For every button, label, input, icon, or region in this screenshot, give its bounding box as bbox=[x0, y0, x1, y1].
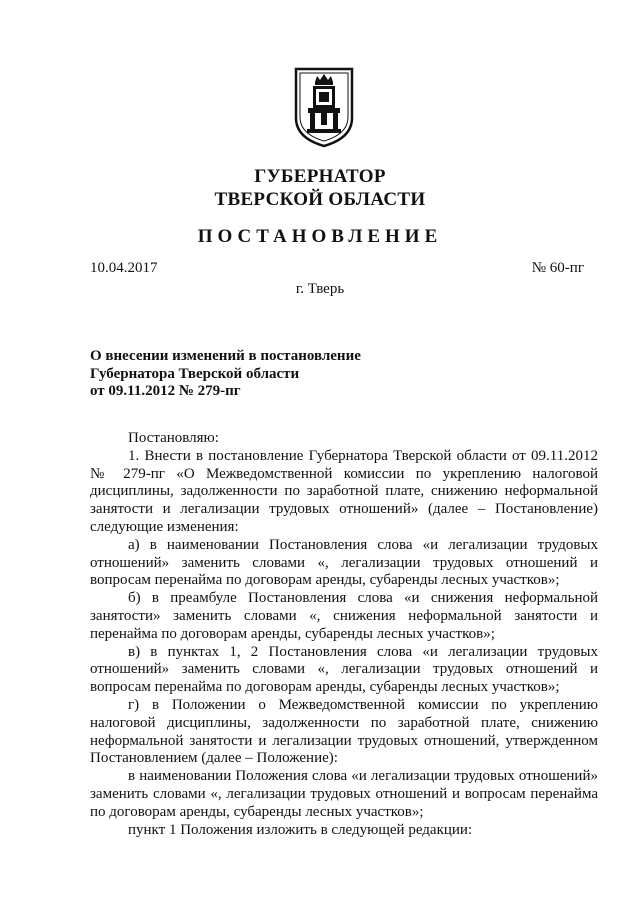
document-city: г. Тверь bbox=[295, 281, 345, 297]
subject-line: Губернатора Тверской области bbox=[90, 365, 300, 382]
subject-line: от 09.11.2012 № 279-пг bbox=[90, 383, 241, 399]
body-paragraph: г) в Положении о Межведомственной комиссии по укреплению налоговой дисциплины, задолженности по заработной плате, снижению неформальной занятости и легализации трудовых отношений, утвержденном Постановлением (далее – Положение): bbox=[90, 696, 598, 767]
body-paragraph: в наименовании Положения слова «и легализации трудовых отношений» заменить словами «, легализации трудовых отношений и вопросам перенайма по договорам аренды, субаренды лесных участков»; bbox=[90, 768, 598, 820]
body-paragraph: а) в наименовании Постановления слова «и легализации трудовых отношений» заменить словами «, легализации трудовых отношений и вопросам перенайма по договорам аренды, субаренды лесных участков»; bbox=[90, 536, 598, 589]
body-paragraph: в) в пунктах 1, 2 Постановления слова «и легализации трудовых отношений» заменить словами «, легализации трудовых отношений и вопросам перенайма по договорам аренды, субаренды лесных участков»; bbox=[90, 643, 598, 696]
document-date: 10.04.2017 bbox=[90, 260, 158, 276]
body-paragraph: Постановляю: bbox=[128, 430, 219, 446]
body-paragraph: пункт 1 Положения изложить в следующей редакции: bbox=[128, 821, 473, 838]
issuer-region: ТВЕРСКОЙ ОБЛАСТИ bbox=[214, 189, 426, 210]
body-paragraph: 1. Внести в постановление Губернатора Тверской области от 09.11.2012 № 279-пг «О Межведомственной комиссии по укреплению налоговой дисциплины, задолженности по заработной плате, снижению неформальной занятости и легализации трудовых отношений» (далее – Постановление) следующие изменения: bbox=[90, 447, 598, 535]
subject-line: О внесении изменений в постановление bbox=[90, 348, 361, 364]
document-subject bbox=[90, 348, 410, 401]
body-paragraph: б) в преамбуле Постановления слова «и снижения неформальной занятости» заменить словами «, снижения неформальной занятости и перенайма по договорам аренды, субаренды лесных участков»; bbox=[90, 590, 598, 642]
issuer-title: ГУБЕРНАТОР bbox=[254, 166, 386, 187]
document-type: ПОСТАНОВЛЕНИЕ bbox=[197, 226, 443, 247]
document-body bbox=[90, 430, 598, 839]
coat-of-arms-icon bbox=[293, 66, 355, 148]
document-number: № 60-пг bbox=[531, 260, 584, 276]
